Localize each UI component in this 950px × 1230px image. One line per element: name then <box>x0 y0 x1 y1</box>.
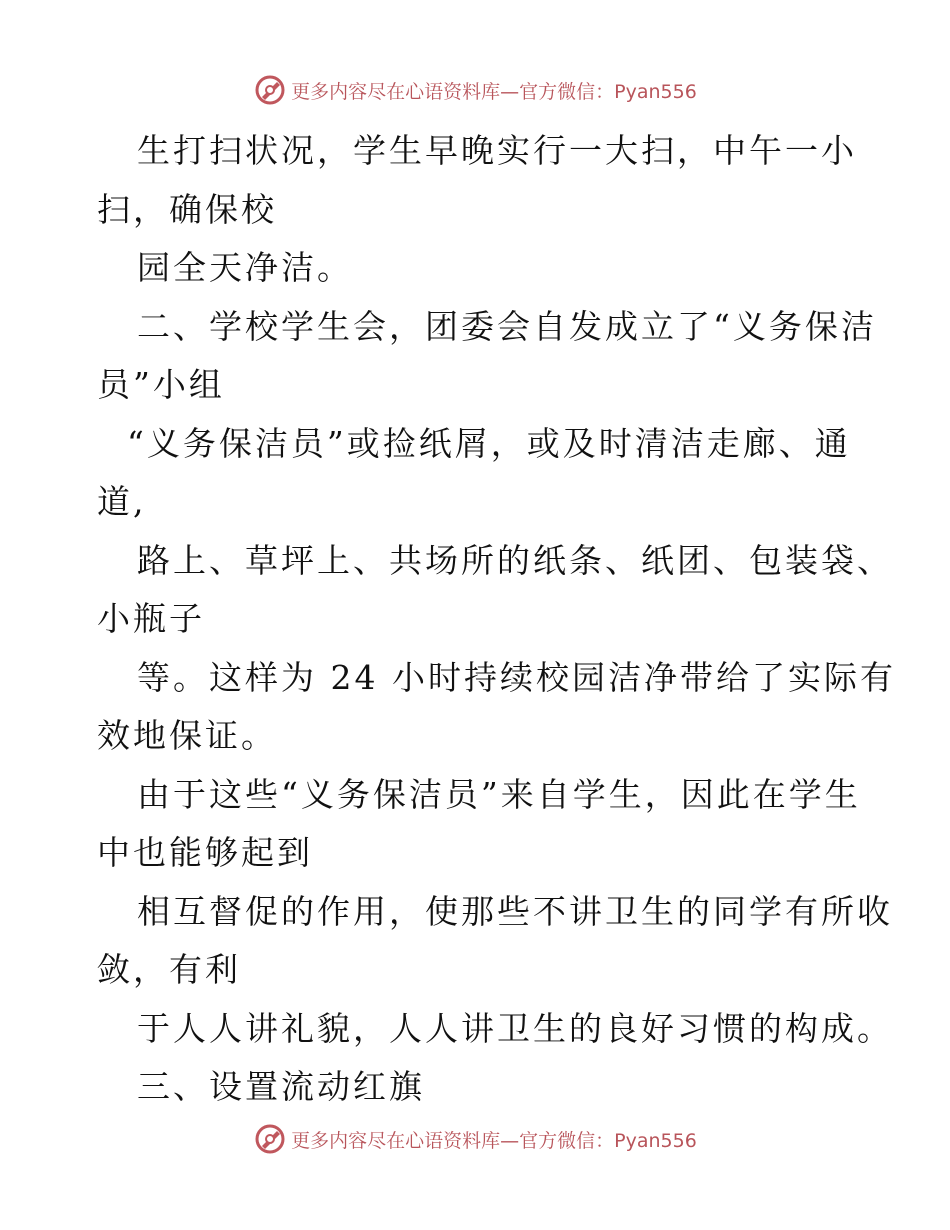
text-line: 由于这些“义务保洁员”来自学生，因此在学生 <box>137 774 861 814</box>
text-line: 小瓶子 <box>97 599 205 638</box>
text-line: “义务保洁员”或捡纸屑，或及时清洁走廊、通 <box>127 423 851 463</box>
watermark-text: 更多内容尽在心语资料库—官方微信：Pyan556 <box>291 80 697 103</box>
document-body <box>97 122 896 1117</box>
text-line: 园全天净洁。 <box>137 248 353 287</box>
text-line: 于人人讲礼貌，人人讲卫生的良好习惯的构成。 <box>137 1008 893 1048</box>
text-line: 扫，确保校 <box>97 189 277 229</box>
header-watermark-banner <box>0 68 950 112</box>
text-line: 员”小组 <box>97 365 225 404</box>
text-line: 敛，有利 <box>97 950 241 989</box>
text-line: 二、学校学生会，团委会自发成立了“义务保洁 <box>137 306 877 346</box>
text-line: 效地保证。 <box>97 716 277 755</box>
quill-seal-icon <box>253 1122 287 1156</box>
text-line: 等。这样为 24 小时持续校园洁净带给了实际有 <box>137 657 896 697</box>
text-line: 生打扫状况，学生早晚实行一大扫，中午一小 <box>137 131 857 170</box>
text-line: 相互督促的作用，使那些不讲卫生的同学有所收 <box>137 891 893 931</box>
quill-seal-icon <box>253 73 287 107</box>
footer-watermark-banner <box>0 1117 950 1161</box>
text-line: 三、设置流动红旗 <box>137 1067 425 1106</box>
text-line: 道, <box>97 482 147 521</box>
watermark-text: 更多内容尽在心语资料库—官方微信：Pyan556 <box>291 1129 697 1152</box>
text-line: 路上、草坪上、共场所的纸条、纸团、包装袋、 <box>137 540 893 580</box>
text-line: 中也能够起到 <box>97 833 313 872</box>
